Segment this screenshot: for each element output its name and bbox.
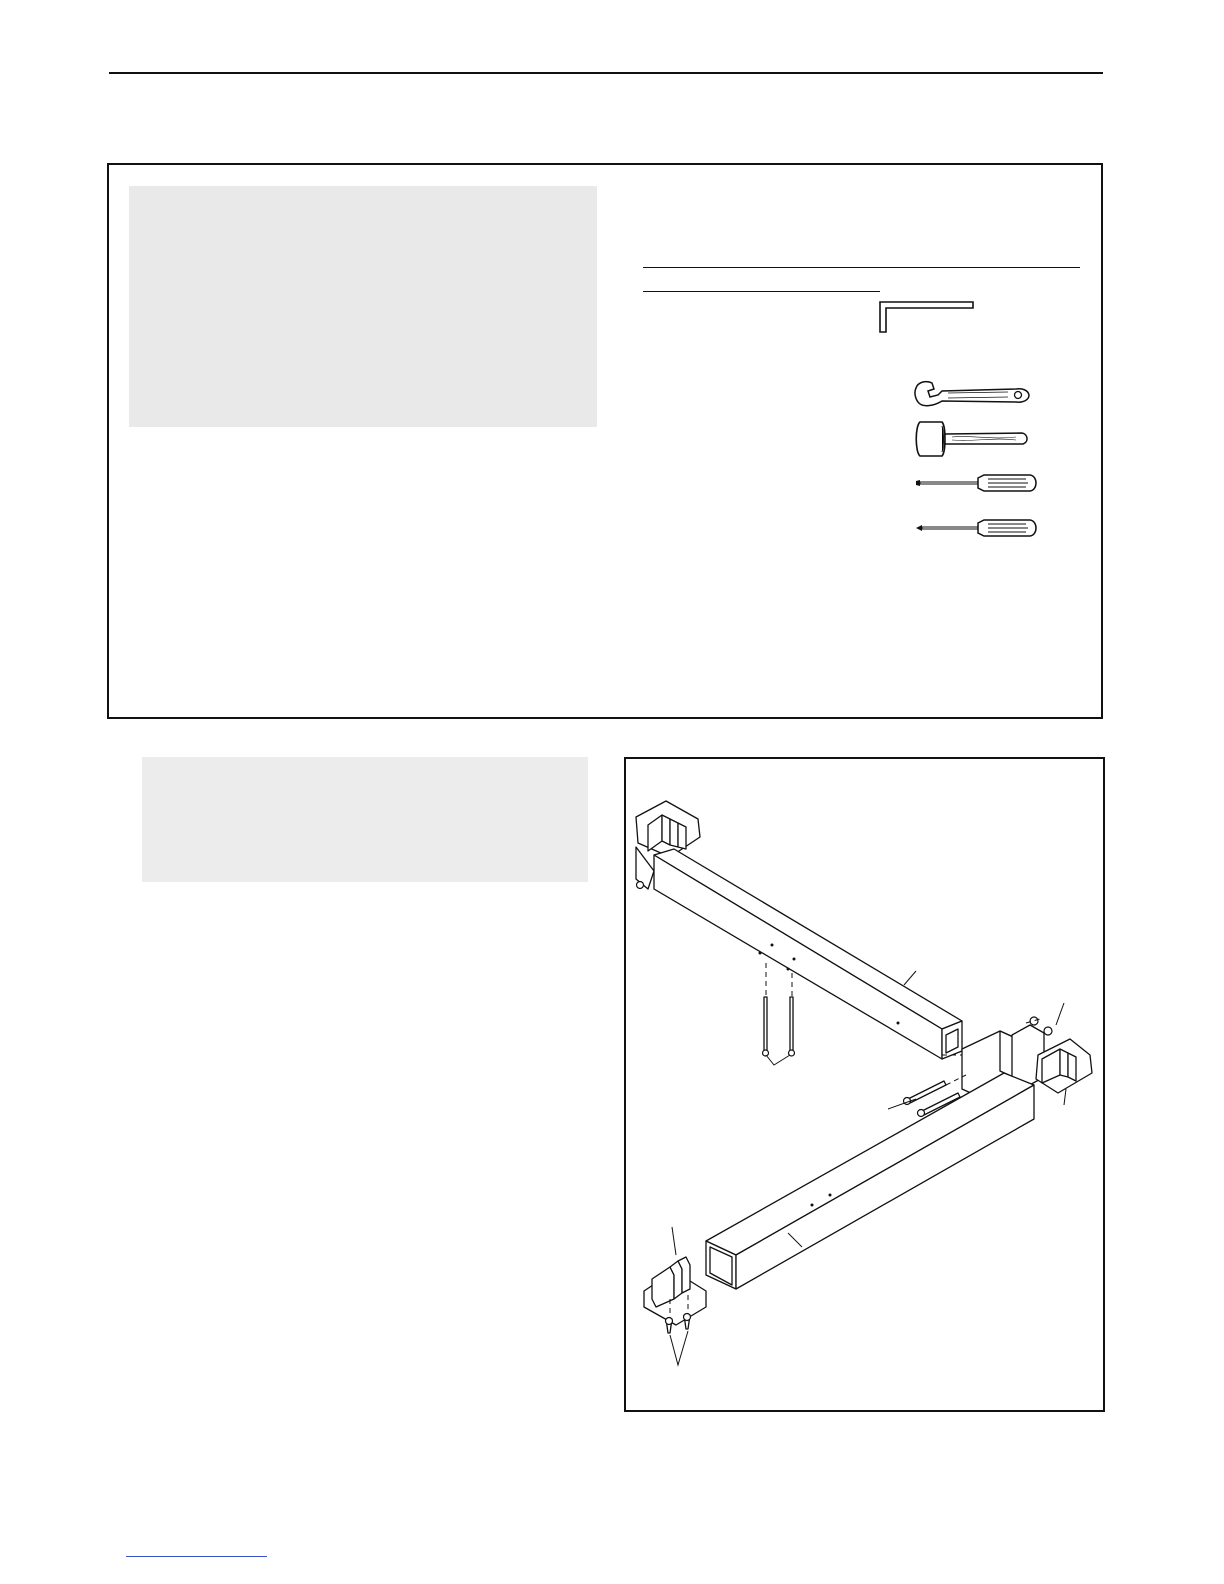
adjustable-wrench-icon	[912, 378, 1032, 412]
header-rule	[109, 72, 1103, 74]
hex-key-icon	[876, 297, 976, 335]
rubber-mallet-icon	[912, 418, 1032, 460]
tools-heading-rule	[643, 267, 1080, 268]
tools-subheading-rule	[643, 291, 880, 292]
instructions-shaded-panel	[129, 186, 597, 427]
frame-assembly-drawing	[626, 759, 1105, 1412]
step-shaded-panel	[142, 757, 588, 882]
footer-link-underline[interactable]	[126, 1556, 267, 1557]
phillips-screwdriver-icon	[912, 515, 1042, 541]
assembly-figure	[624, 757, 1105, 1412]
flat-screwdriver-icon	[912, 470, 1042, 496]
